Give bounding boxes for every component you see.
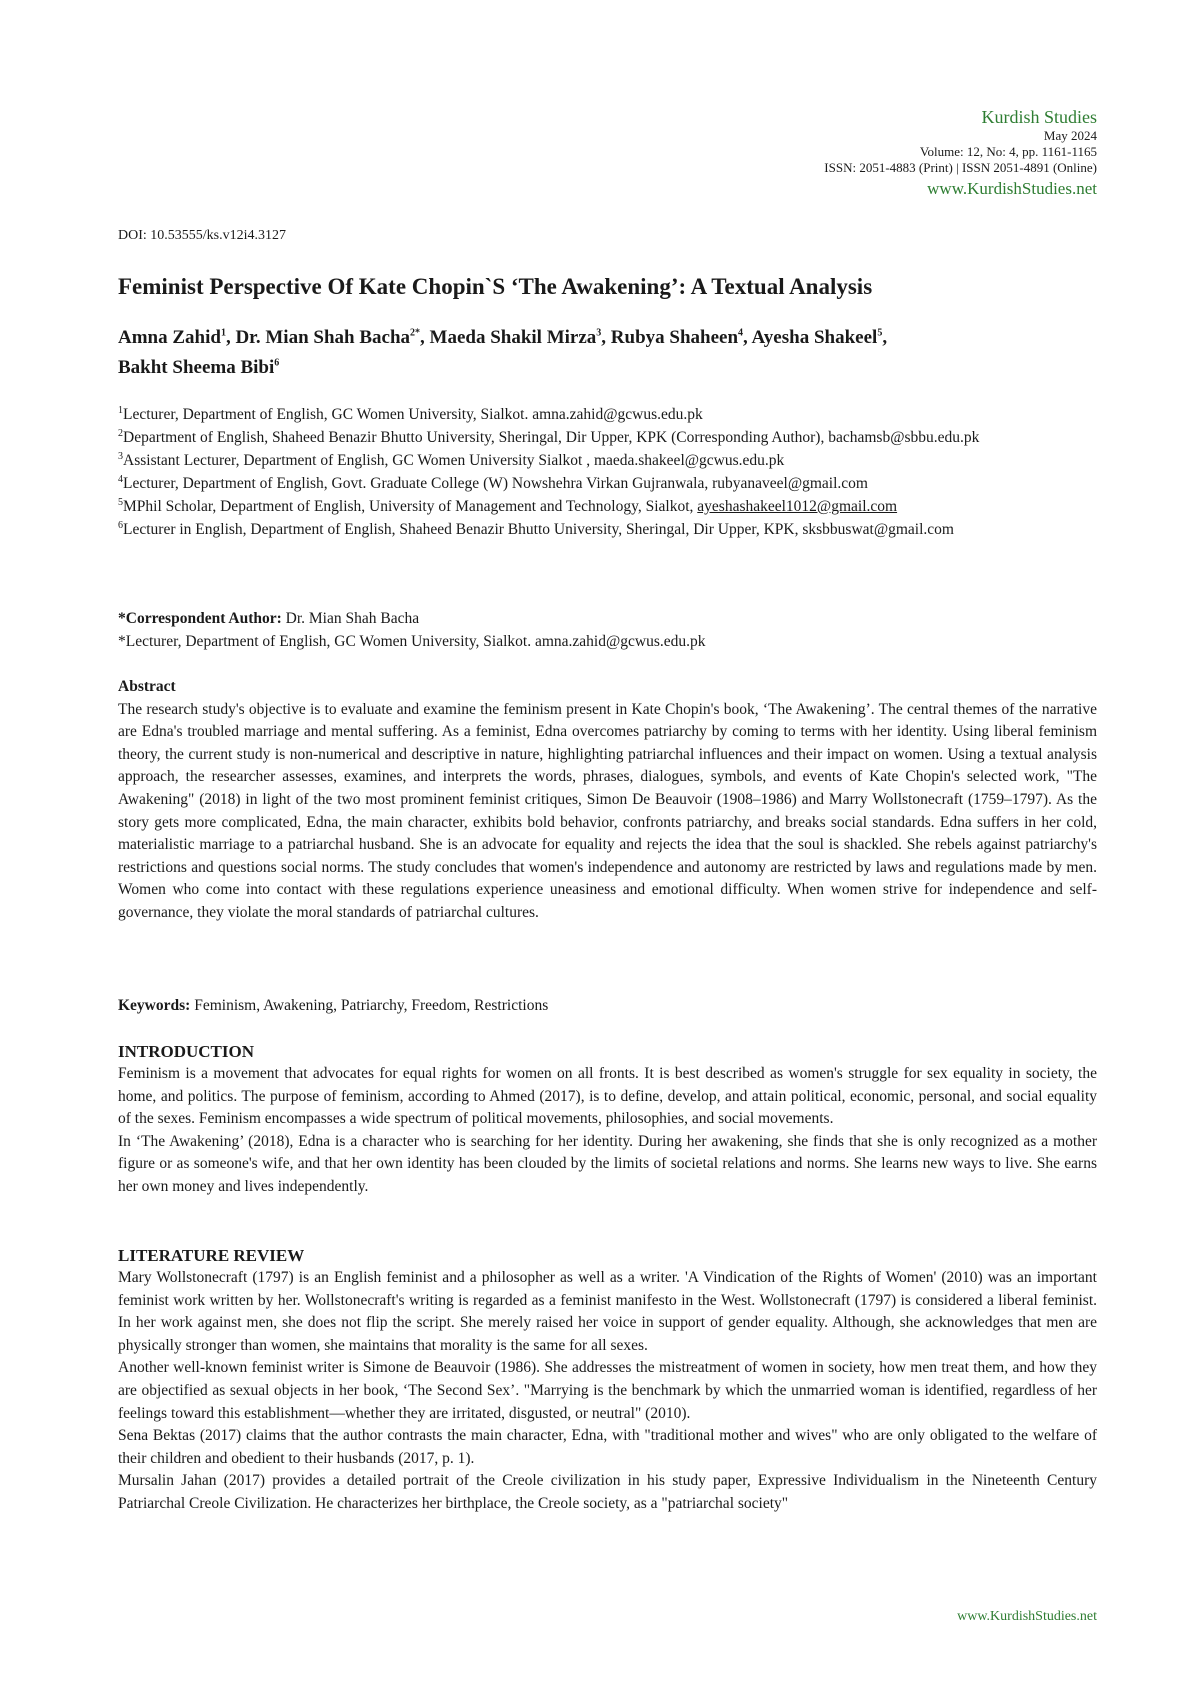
author-sep: , [420,327,430,348]
affiliation [118,518,1097,541]
correspondent-detail: *Lecturer, Department of English, GC Women University, Sialkot. amna.zahid@gcwus.edu.pk [118,633,706,650]
issue-date: May 2024 [1043,128,1097,143]
author-sep: , [743,327,752,348]
correspondent-label: *Correspondent Author: [118,610,282,627]
affiliation-text: Assistant Lecturer, Department of English, GC Women University Sialkot , maeda.shakeel@gcwus.edu.pk [123,452,785,469]
keywords-line [118,995,1097,1017]
paragraph: Another well-known feminist writer is Simone de Beauvoir (1986). She addresses the mistreatment of women in society, how men treat them, and how they are objectified as sexual objects in her book, ‘The Second Sex’. "Marrying is the benchmark by which the unmarried woman is identified, regardless of her feelings toward this establishment—whether they are irritated, disgusted, or neutral" (2010). [118,1359,1097,1422]
author-sup: 6 [274,357,280,369]
volume-info: Volume: 12, No: 4, pp. 1161-1165 [919,144,1097,159]
correspondent-name: Dr. Mian Shah Bacha [281,610,420,627]
literature-review-section [118,1245,1097,1516]
footer-url[interactable]: www.KurdishStudies.net [957,1609,1097,1624]
affiliation-num: 1 [118,404,123,416]
author-name: Maeda Shakil Mirza [429,327,597,348]
journal-url[interactable]: www.KurdishStudies.net [927,179,1097,198]
affiliation [118,472,1097,495]
abstract-heading: Abstract [118,678,176,695]
author-name: Rubya Shaheen [610,327,739,348]
introduction-section [118,1041,1097,1199]
paragraph: Mursalin Jahan (2017) provides a detailed portrait of the Creole civilization in his study paper, Expressive Individualism in the Nineteenth Century Patriarchal Creole Civilization. He characterizes her birthplace, the Creole society, as a "patriarchal society" [118,1472,1097,1512]
doi[interactable]: DOI: 10.53555/ks.v12i4.3127 [118,228,286,243]
author-sep: , [225,327,236,348]
keywords-label: Keywords: [118,997,191,1014]
affiliation-text: MPhil Scholar, Department of English, University of Management and Technology, Sialkot, [123,498,698,515]
correspondent-block [118,607,1097,653]
paragraph: In ‘The Awakening’ (2018), Edna is a character who is searching for her identity. During her awakening, she finds that she is only recognized as a mother figure or as someone's wife, and that her own identity has been clouded by the limits of societal relations and norms. She learns new ways to live. She earns her own money and lives independently. [118,1132,1097,1195]
author-sup: 4 [738,327,744,339]
author-name: Bakht Sheema Bibi [118,357,275,378]
affiliation-text: Lecturer, Department of English, Govt. Graduate College (W) Nowshehra Virkan Gujranwala, rubyanaveel@gmail.com [123,475,868,492]
affiliation [118,495,1097,518]
keywords-text: Feminism, Awakening, Patriarchy, Freedom, Restrictions [190,997,549,1014]
affiliation-num: 2 [118,427,123,439]
paper-title: Feminist Perspective Of Kate Chopin`S ‘The Awakening’: A Textual Analysis [118,274,873,299]
journal-name: Kurdish Studies [981,107,1097,127]
affiliation [118,426,1097,449]
author-name: Dr. Mian Shah Bacha [235,327,411,348]
issn-info: ISSN: 2051-4883 (Print) | ISSN 2051-4891 (Online) [824,160,1097,175]
affiliation-num: 3 [118,450,123,462]
affiliation-num: 4 [118,473,123,485]
literature-review-heading: LITERATURE REVIEW [118,1246,305,1265]
affiliation [118,403,1097,426]
affiliation-num: 5 [118,496,123,508]
affiliation-text: Department of English, Shaheed Benazir Bhutto University, Sheringal, Dir Upper, KPK (Corresponding Author), bachamsb@sbbu.edu.pk [123,429,980,446]
paragraph: Sena Bektas (2017) claims that the author contrasts the main character, Edna, with "traditional mother and wives" who are only obligated to the welfare of their children and obedient to their husbands (2017, p. 1). [118,1427,1097,1467]
author-sep: , [601,327,611,348]
author-sep: , [882,327,888,348]
introduction-heading: INTRODUCTION [118,1042,255,1061]
email-link[interactable]: ayeshashakeel1012@gmail.com [697,498,898,515]
author-sup: 1 [220,327,226,339]
author-sup: 2* [410,327,421,339]
affiliation [118,449,1097,472]
affiliations [118,403,1097,541]
paragraph: Feminism is a movement that advocates for equal rights for women on all fronts. It is best described as women's struggle for sex equality in society, the home, and politics. The purpose of feminism, according to Ahmed (2017), is to define, develop, and attain political, economic, personal, and social equality of the sexes. Feminism encompasses a wide spectrum of political movements, philosophies, and social movements. [118,1065,1097,1128]
abstract-section [118,676,1097,925]
affiliation-num: 6 [118,519,123,531]
affiliation-text: Lecturer, Department of English, GC Women University, Sialkot. amna.zahid@gcwus.edu.pk [123,406,703,423]
author-name: Amna Zahid [118,327,221,348]
author-list [118,323,1097,383]
author-sup: 3 [596,327,602,339]
paragraph: Mary Wollstonecraft (1797) is an English feminist and a philosopher as well as a writer. 'A Vindication of the Rights of Women' (2010) was an important feminist work written by her. Wollstonecraft's writing is regarded as a feminist manifesto in the West. Wollstonecraft (1797) is considered a liberal feminist. In her work against men, she does not flip the script. She merely raised her voice in support of gender equality. Although, she acknowledges that men are physically stronger than women, she maintains that morality is the same for all sexes. [118,1269,1097,1354]
author-name: Ayesha Shakeel [751,327,878,348]
correspondent-line [118,607,1097,630]
abstract-text: The research study's objective is to evaluate and examine the feminism present in Kate Chopin's book, ‘The Awakening’. The central themes of the narrative are Edna's troubled marriage and mental suffering. As a feminist, Edna overcomes patriarchy by coming to terms with her identity. Using liberal feminism theory, the current study is non-numerical and descriptive in nature, highlighting patriarchal influences and their impact on women. Using a textual analysis approach, the researcher assesses, examines, and interprets the words, phrases, dialogues, symbols, and events of Kate Chopin's selected work, "The Awakening" (2018) in light of the two most prominent feminist critiques, Simon De Beauvoir (1908–1986) and Marry Wollstonecraft (1759–1797). As the story gets more complicated, Edna, the main character, exhibits bold behavior, confronts patriarchy, and breaks social standards. Edna suffers in her cold, materialistic marriage to a patriarchal husband. She is an advocate for equality and rejects the idea that the soul is shackled. She rebels against patriarchy's restrictions and questions social norms. The study concludes that women's independence and autonomy are restricted by laws and regulations made by men. Women who come into contact with these regulations experience uneasiness and emotional difficulty. When women strive for independence and self-governance, they violate the moral standards of patriarchal cultures. [118,700,1097,921]
affiliation-text: Lecturer in English, Department of English, Shaheed Benazir Bhutto University, Sheringal, Dir Upper, KPK, sksbbuswat@gmail.com [123,521,954,538]
journal-header [577,106,1097,200]
author-sup: 5 [877,327,883,339]
